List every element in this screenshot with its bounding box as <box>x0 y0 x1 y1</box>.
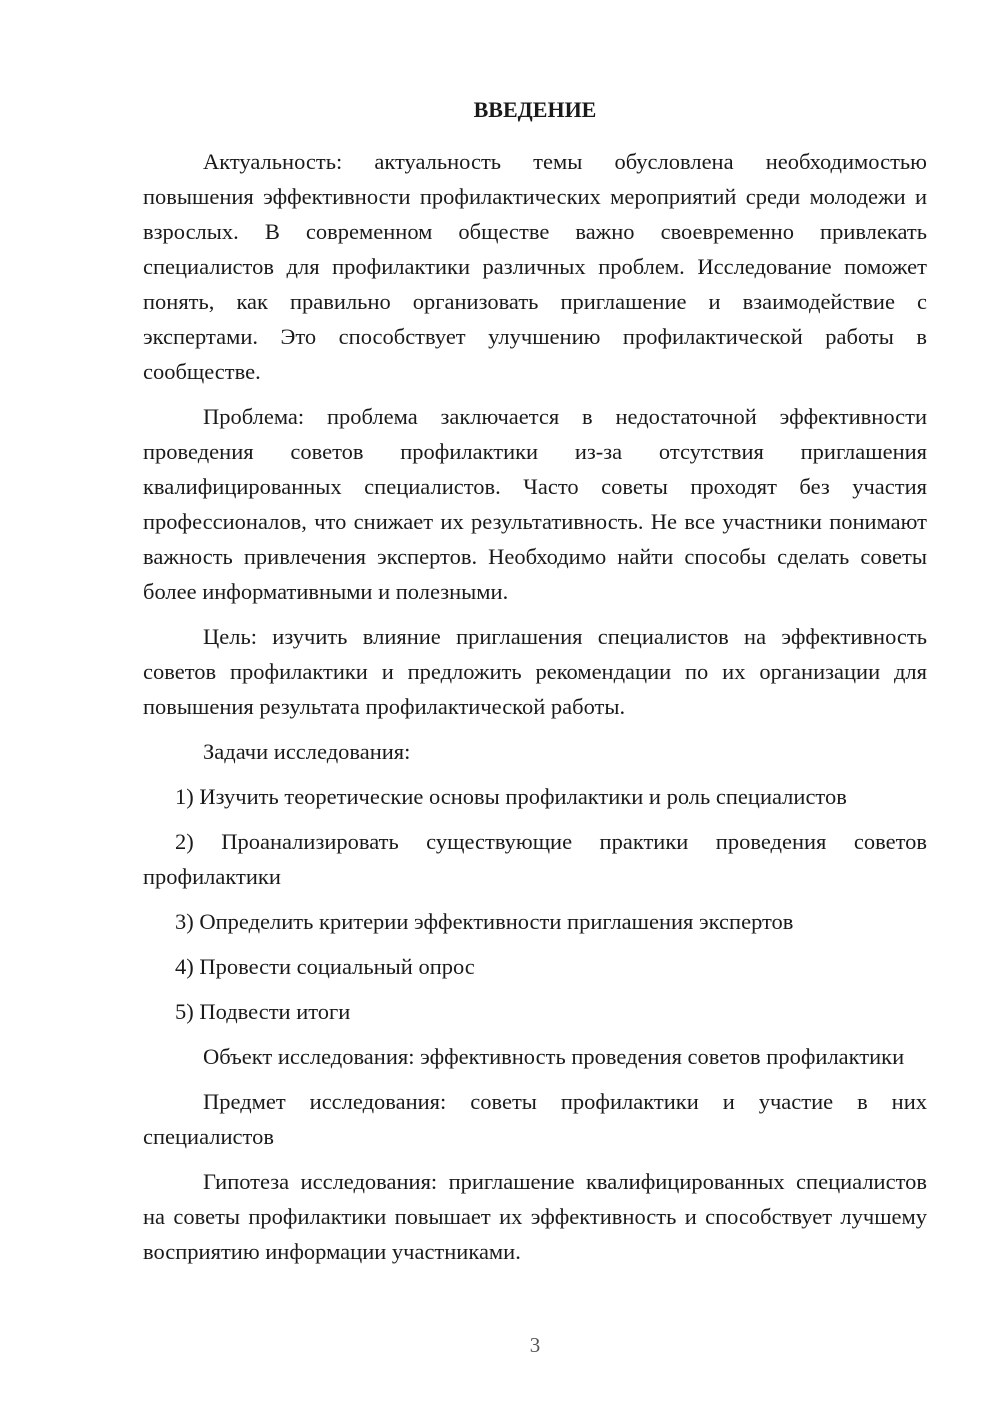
task-item: 4) Провести социальный опрос <box>175 954 475 979</box>
task-item: 3) Определить критерии эффективности приглашения экспертов <box>175 909 794 934</box>
object-paragraph: Объект исследования: эффективность проведения советов профилактики <box>203 1044 905 1069</box>
document-page <box>143 94 927 1279</box>
goal-paragraph: Цель: изучить влияние приглашения специалистов на эффективность советов профилактики и предложить рекомендации по их организации для повышения результата профилактической работы. <box>143 624 927 719</box>
task-item: 1) Изучить теоретические основы профилактики и роль специалистов <box>175 784 847 809</box>
task-item: 2) Проанализировать существующие практики проведения советов профилактики <box>143 829 927 889</box>
task-item: 5) Подвести итоги <box>175 999 351 1024</box>
problem-paragraph: Проблема: проблема заключается в недостаточной эффективности проведения советов профилактики из-за отсутствия приглашения квалифицированных специалистов. Часто советы проходят без участия профессионалов, что снижает их результативность. Не все участники понимают важность привлечения экспертов. Необходимо найти способы сделать советы более информативными и полезными. <box>143 404 927 604</box>
hypothesis-paragraph: Гипотеза исследования: приглашение квалифицированных специалистов на советы профилактики повышает их эффективность и способствует лучшему восприятию информации участниками. <box>143 1169 927 1264</box>
subject-paragraph: Предмет исследования: советы профилактики и участие в них специалистов <box>143 1089 927 1149</box>
page-title: ВВЕДЕНИЕ <box>473 97 597 122</box>
page-number: 3 <box>529 1333 541 1357</box>
relevance-paragraph: Актуальность: актуальность темы обусловлена необходимостью повышения эффективности профилактических мероприятий среди молодежи и взрослых. В современном обществе важно своевременно привлекать специалистов для профилактики различных проблем. Исследование поможет понять, как правильно организовать приглашение и взаимодействие с экспертами. Это способствует улучшению профилактической работы в сообществе. <box>143 149 927 384</box>
tasks-heading: Задачи исследования: <box>203 739 411 764</box>
